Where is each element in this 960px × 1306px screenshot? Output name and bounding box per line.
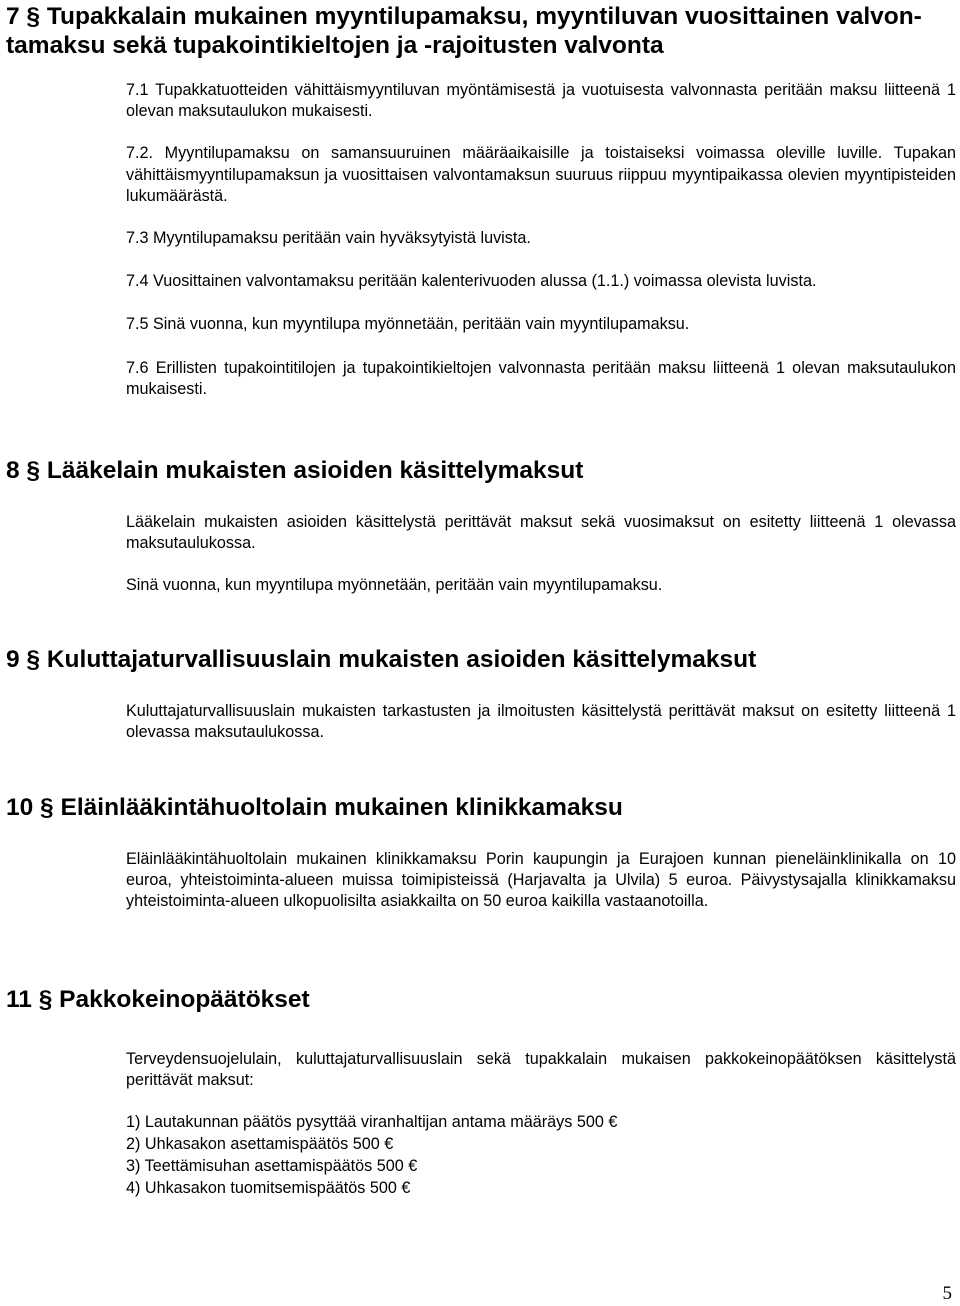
section-11-paragraph-1: Terveydensuojelulain, kuluttajaturvallisuuslain sekä tupakkalain mukaisen pakkokeinopäätöksen käsittelystä perittävät maksut: xyxy=(126,1050,956,1090)
paragraph-7-2: 7.2. Myyntilupamaksu on samansuuruinen määräaikaisille ja toistaiseksi voimassa oleville luville. Tupakan vähittäismyyntilupamaksun ja vuosittaisen valvontamaksun suuruus riippuu myyntipaikassa olevien myyntipisteiden lukumäärästä. xyxy=(126,144,956,205)
paragraph-7-1: 7.1 Tupakkatuotteiden vähittäismyyntiluvan myöntämisestä ja vuotuisesta valvonnasta peritään maksu liitteenä 1 olevan maksutaulukon mukaisesti. xyxy=(126,81,956,121)
section-7-title-line1: 7 § Tupakkalain mukainen myyntilupamaksu, myyntiluvan vuosittainen valvon- xyxy=(6,3,922,30)
section-10-body xyxy=(0,849,960,913)
list-item: 4) Uhkasakon tuomitsemispäätös 500 € xyxy=(126,1178,411,1197)
section-7-body xyxy=(0,80,960,400)
paragraph-7-4: 7.4 Vuosittainen valvontamaksu peritään kalenterivuoden alussa (1.1.) voimassa olevista luvista. xyxy=(126,272,817,291)
page-number: 5 xyxy=(942,1283,952,1304)
section-9-paragraph-1: Kuluttajaturvallisuuslain mukaisten tarkastusten ja ilmoitusten käsittelystä perittävät maksut on esitetty liitteenä 1 olevassa maksutaulukossa. xyxy=(126,702,956,742)
list-item: 1) Lautakunnan päätös pysyttää viranhaltijan antama määräys 500 € xyxy=(126,1113,618,1132)
section-9-body xyxy=(0,701,960,743)
section-7-title-line2: tamaksu sekä tupakointikieltojen ja -rajoitusten valvonta xyxy=(6,32,664,59)
penalty-fee-list xyxy=(126,1112,956,1199)
section-9-title: 9 § Kuluttajaturvallisuuslain mukaisten asioiden käsittelymaksut xyxy=(6,646,757,673)
list-item: 2) Uhkasakon asettamispäätös 500 € xyxy=(126,1135,394,1154)
paragraph-7-6: 7.6 Erillisten tupakointitilojen ja tupakointikieltojen valvonnasta peritään maksu liitteenä 1 olevan maksutaulukon mukaisesti. xyxy=(126,358,956,398)
paragraph-7-3: 7.3 Myyntilupamaksu peritään vain hyväksytyistä luvista. xyxy=(126,229,531,248)
section-11-body xyxy=(0,1049,960,1200)
section-10-title: 10 § Eläinlääkintähuoltolain mukainen klinikkamaksu xyxy=(6,794,623,821)
section-8-paragraph-1: Lääkelain mukaisten asioiden käsittelystä perittävät maksut sekä vuosimaksut on esitetty liitteenä 1 olevassa maksutaulukossa. xyxy=(126,513,956,553)
paragraph-7-5: 7.5 Sinä vuonna, kun myyntilupa myönnetään, peritään vain myyntilupamaksu. xyxy=(126,315,690,334)
section-8-body xyxy=(0,512,960,597)
list-item: 3) Teettämisuhan asettamispäätös 500 € xyxy=(126,1157,418,1175)
section-10-paragraph-1: Eläinlääkintähuoltolain mukainen klinikkamaksu Porin kaupungin ja Eurajoen kunnan pieneläinklinikalla on 10 euroa, yhteistoiminta-alueen muissa toimipisteissä (Harjavalta ja Ulvila) 5 euroa. Päivystysajalla klinikkamaksu yhteistoiminta-alueen ulkopuolisilta asiakkailta on 50 euroa kaikilla vastaanotoilla. xyxy=(126,850,956,911)
section-11-title: 11 § Pakkokeinopäätökset xyxy=(6,986,310,1013)
section-8-paragraph-2: Sinä vuonna, kun myyntilupa myönnetään, peritään vain myyntilupamaksu. xyxy=(126,576,663,595)
section-8-title: 8 § Lääkelain mukaisten asioiden käsittelymaksut xyxy=(6,457,584,484)
section-7-heading xyxy=(6,2,956,60)
